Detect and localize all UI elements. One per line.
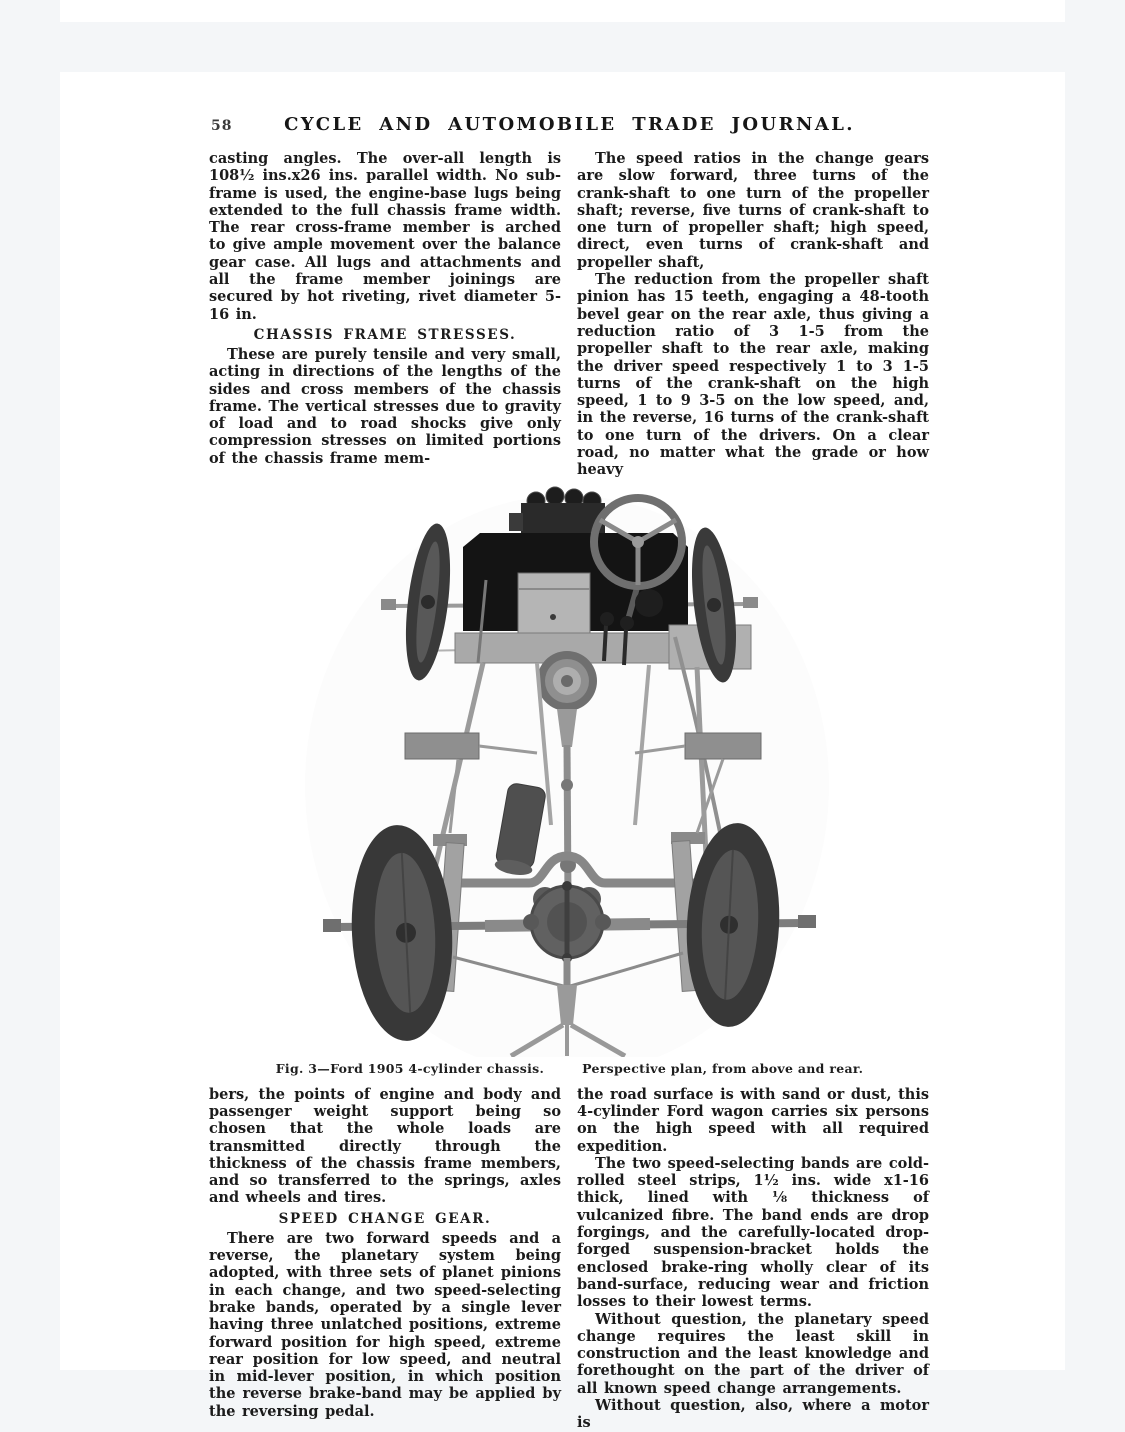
figure-caption-label: Fig. 3—Ford 1905 4-cylinder chassis. <box>275 1060 545 1076</box>
page-number: 58 <box>211 118 233 134</box>
section-heading-chassis-frame-stresses: CHASSIS FRAME STRESSES. <box>253 326 517 343</box>
top-left-column <box>209 150 561 479</box>
bottom-text-columns <box>209 1086 930 1432</box>
paragraph: the road surface is with sand or dust, this 4-cylinder Ford wagon carries six persons on the high speed with all required expedition. <box>577 1085 929 1155</box>
bottom-right-column <box>577 1086 929 1432</box>
chassis-photo-illustration <box>305 485 835 1057</box>
bottom-left-column <box>209 1086 561 1432</box>
section-heading-speed-change-gear: SPEED CHANGE GEAR. <box>278 1210 492 1227</box>
figure-caption <box>209 1061 930 1076</box>
coil-box <box>518 573 590 637</box>
engine-block <box>509 487 605 537</box>
paragraph: These are purely tensile and very small, acting in directions of the lengths of the sides and cross members of the chassis frame. The vertical stresses due to gravity of load and to road shocks give only compression stresses on limited portions of the chassis frame mem- <box>209 345 561 467</box>
top-right-column <box>577 150 929 479</box>
paragraph: There are two forward speeds and a reverse, the planetary system being adopted, with three sets of planet pinions in each change, and two speed-selecting brake bands, operated by a single lever having three unlatched positions, extreme forward position for high speed, extreme rear position for low speed, and neutral in mid-lever position, in which position the reverse brake-band may be applied by the reversing pedal. <box>209 1229 561 1420</box>
paragraph: casting angles. The over-all length is 108½ ins.x26 ins. parallel width. No sub-frame is used, the engine-base lugs being extended to the full chassis frame width. The rear cross-frame member is arched to give ample movement over the balance gear case. All lugs and attachments and all the frame member joinings are secured by hot riveting, rivet diameter 5-16 in. <box>209 150 561 323</box>
paragraph: Without question, also, where a motor is <box>577 1396 929 1432</box>
paragraph: The two speed-selecting bands are cold-rolled steel strips, 1½ ins. wide x1-16 thick, lined with ⅛ thickness of vulcanized fibre. The band ends are drop forgings, and the carefully-located drop-forged suspension-bracket holds the enclosed brake-ring wholly clear of its band-surface, reducing wear and friction losses to their lowest terms. <box>577 1154 929 1311</box>
paragraph: Without question, the planetary speed change requires the least skill in construction and the least knowledge and forethought on the part of the driver of all known speed change arrangements. <box>577 1310 929 1397</box>
journal-title: CYCLE AND AUTOMOBILE TRADE JOURNAL. <box>284 114 855 135</box>
figure-3-chassis-photo <box>209 485 930 1059</box>
previous-page-bottom-edge <box>60 0 1065 22</box>
paragraph: The speed ratios in the change gears are slow forward, three turns of the crank-shaft to one turn of the propeller shaft; reverse, five turns of crank-shaft to one turn of propeller shaft; high speed, direct, even turns of crank-shaft and propeller shaft, <box>577 150 929 271</box>
paragraph: bers, the points of engine and body and passenger weight support being so chosen that the whole loads are transmitted directly through the thickness of the chassis frame members, and so transferred to the springs, axles and wheels and tires. <box>209 1085 561 1207</box>
paragraph: The reduction from the propeller shaft pinion has 15 teeth, engaging a 48-tooth bevel gear on the rear axle, thus giving a reduction ratio of 3 1-5 from the propeller shaft to the rear axle, making the driver speed respectively 1 to 3 1-5 turns of the crank-shaft on the high speed, 1 to 9 3-5 on the low speed, and, in the reverse, 16 turns of the crank-shaft to one turn of the drivers. On a clear road, no matter what the grade or how heavy <box>577 271 930 479</box>
figure-caption-description: Perspective plan, from above and rear. <box>582 1060 864 1076</box>
page-content <box>209 110 930 1432</box>
top-text-columns <box>209 150 930 479</box>
journal-page <box>60 72 1065 1432</box>
page-header <box>209 110 930 142</box>
